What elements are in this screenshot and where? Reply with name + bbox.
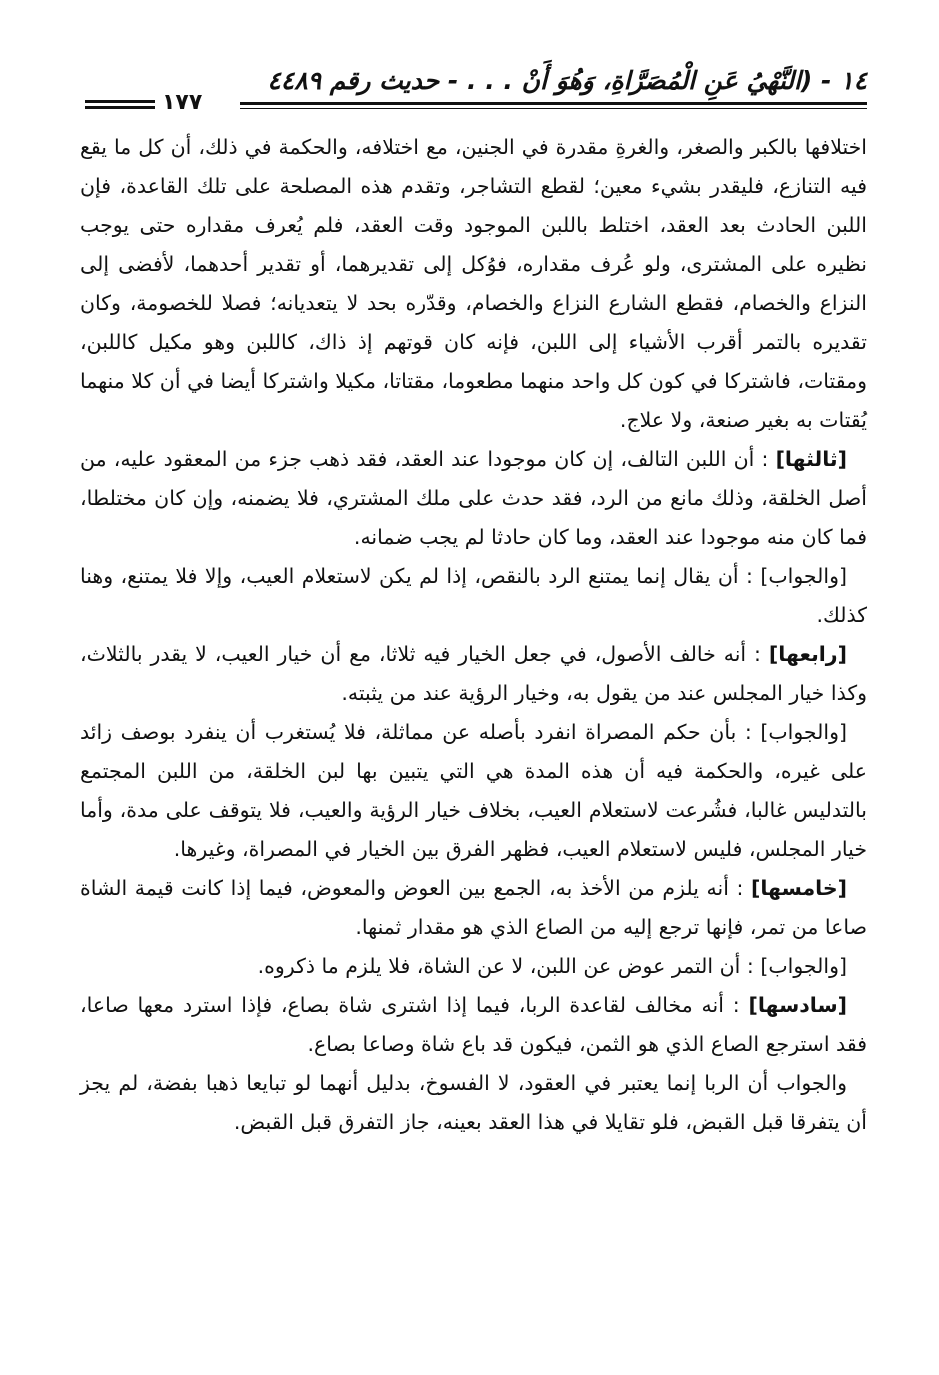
paragraph-text: : بأن حكم المصراة انفرد بأصله عن مماثلة، فلا يُستغرب أن ينفرد بوصف زائد على غيره، والحكمة فيه أن هذه المدة هي التي يتبين بها لبن الخلقة، من اللبن المجتمع بالتدليس غالبا، فشُرعت لاستعلام العيب، بخلاف خيار الرؤية والعيب، فلا يتوقف على مدة، وأما خيار المجلس، فليس لاستعلام العيب، فظهر الفرق بين الخيار في المصراة، وغيرها. xyxy=(80,720,867,861)
paragraph-label: [والجواب] xyxy=(760,954,847,978)
header-title: ١٤ - (النَّهْيُ عَنِ الْمُصَرَّاةِ، وَهُوَ أَنْ . . . - حديث رقم ٤٤٨٩ xyxy=(267,66,867,95)
paragraph-label: [والجواب] xyxy=(760,720,847,744)
paragraph-text: : أنه يلزم من الأخذ به، الجمع بين العوض والمعوض، فيما إذا كانت قيمة الشاة صاعا من تمر، فإنها ترجع إليه من الصاع الذي هو مقدار ثمنها. xyxy=(80,876,867,939)
header-rule xyxy=(240,102,867,105)
running-header xyxy=(80,60,867,122)
page-number: ١٧٧ xyxy=(162,90,203,115)
paragraph-text: : أنه خالف الأصول، في جعل الخيار فيه ثلاثا، مع أن خيار العيب، لا يقدر بالثلاث، وكذا خيار المجلس عند من يقول به، وخيار الرؤية عند من يثبته. xyxy=(80,642,867,705)
paragraph-8 xyxy=(80,986,867,1064)
paragraph-5 xyxy=(80,713,867,869)
paragraph-label: [خامسها] xyxy=(750,876,847,900)
book-page xyxy=(80,60,867,1142)
paragraph-9 xyxy=(80,1064,867,1142)
paragraph-text: : أنه مخالف لقاعدة الربا، فيما إذا اشترى شاة بصاع، فإذا استرد معها صاعا، فقد استرجع الصاع الذي هو الثمن، فيكون قد باع شاة وصاعا بصاع. xyxy=(80,993,867,1056)
paragraph-1 xyxy=(80,128,867,440)
paragraph-text: : أن التمر عوض عن اللبن، لا عن الشاة، فلا يلزم ما ذكروه. xyxy=(257,954,754,978)
paragraph-label: [رابعها] xyxy=(768,642,847,666)
body-text xyxy=(80,128,867,1142)
paragraph-4 xyxy=(80,635,867,713)
paragraph-text: اختلافها بالكبر والصغر، والغرةِ مقدرة في الجنين، مع اختلافه، والحكمة في ذلك، أن كل ما يقع فيه التنازع، فليقدر بشيء معين؛ لقطع التشاجر، وتقدم هذه المصلحة على تلك القاعدة، فإن اللبن الحادث بعد العقد، اختلط باللبن الموجود وقت العقد، فلم يُعرف مقداره حتى يوجب نظيره على المشترى، ولو عُرف مقداره، فوُكل إلى تقديرهما، أو تقدير أحدهما، لأفضى إلى النزاع والخصام، فقطع الشارع النزاع والخصام، وقدّره بحد لا يتعديانه؛ فصلا للخصومة، وكان تقديره بالتمر أقرب الأشياء إلى اللبن، فإنه كان قوتهم إذ ذاك، كاللبن وهو مكيل كاللبن، ومقتات، فاشتركا في كون كل واحد منهما مطعوما، مقتاتا، مكيلا واشتركا أيضا في أن كلا منهما يُقتات به بغير صنعة، ولا علاج. xyxy=(80,135,867,432)
paragraph-label: [ثالثها] xyxy=(775,447,847,471)
paragraph-label: [والجواب] xyxy=(760,564,847,588)
paragraph-text: والجواب أن الربا إنما يعتبر في العقود، لا الفسوخ، بدليل أنهما لو تبايعا ذهبا بفضة، لم يجز أن يتفرقا قبل القبض، فلو تقايلا في هذا العقد بعينه، جاز التفرق قبل القبض. xyxy=(80,1071,867,1134)
paragraph-7 xyxy=(80,947,867,986)
paragraph-2 xyxy=(80,440,867,557)
paragraph-text: : أن اللبن التالف، إن كان موجودا عند العقد، فقد ذهب جزء من المعقود عليه، من أصل الخلقة، وذلك مانع من الرد، فقد حدث على ملك المشتري، فلا يضمنه، وإن كان مختلطا، فما كان منه موجودا عند العقد، وما كان حادثا لم يجب ضمانه. xyxy=(80,447,867,549)
paragraph-6 xyxy=(80,869,867,947)
paragraph-text: : أن يقال إنما يمتنع الرد بالنقص، إذا لم يكن لاستعلام العيب، وإلا فلا يمتنع، وهنا كذلك. xyxy=(80,564,867,627)
header-rule-thin xyxy=(240,108,867,109)
page-number-rule xyxy=(85,100,155,112)
paragraph-label: [سادسها] xyxy=(748,993,847,1017)
paragraph-3 xyxy=(80,557,867,635)
